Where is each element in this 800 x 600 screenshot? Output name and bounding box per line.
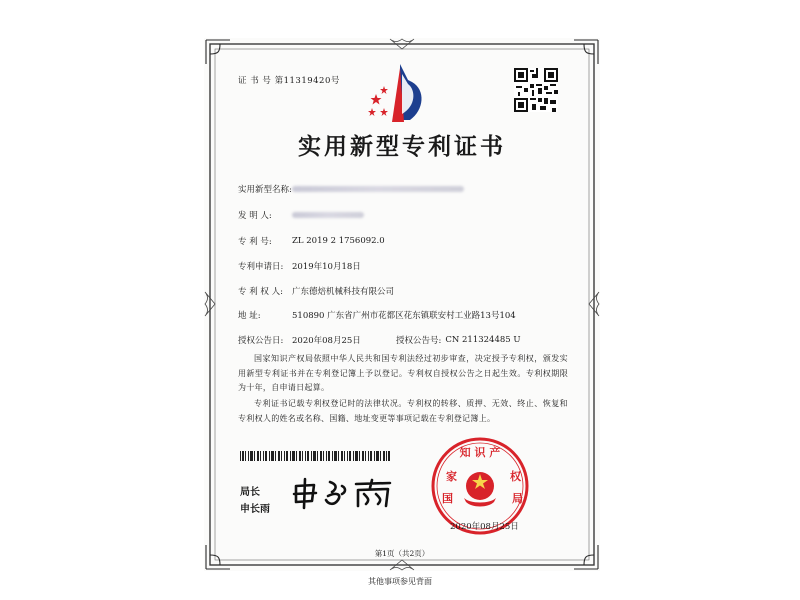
grant-no-value: CN 211324485 U bbox=[445, 335, 521, 345]
field-label: 专利申请日: bbox=[238, 262, 284, 272]
field-design-name bbox=[238, 183, 464, 195]
certificate-number: 证 书 号 第11319420号 bbox=[238, 76, 340, 86]
certificate-title: 实用新型专利证书 bbox=[298, 133, 506, 160]
grant-date-label: 授权公告日: bbox=[238, 336, 284, 346]
field-value: 2019年10月18日 bbox=[292, 262, 361, 272]
signatory-title: 局长 bbox=[240, 487, 260, 498]
page-indicator: 第1页（共2页） bbox=[374, 549, 430, 558]
grant-date-value: 2020年08月25日 bbox=[292, 336, 361, 346]
certificate bbox=[204, 38, 600, 571]
svg-text:局: 局 bbox=[512, 492, 523, 505]
cnipa-emblem-icon bbox=[364, 60, 434, 126]
field-value: 广东德焙机械科技有限公司 bbox=[292, 287, 395, 297]
field-value: ZL 2019 2 1756092.0 bbox=[292, 236, 385, 246]
field-patent-number bbox=[238, 235, 385, 247]
field-label: 实用新型名称: bbox=[238, 185, 292, 195]
qr-code-icon bbox=[514, 68, 558, 112]
field-label: 发 明 人: bbox=[238, 211, 272, 221]
redacted-value bbox=[292, 186, 464, 192]
grant-no-label: 授权公告号: bbox=[396, 336, 442, 346]
svg-text:知 识 产: 知 识 产 bbox=[459, 446, 501, 459]
footer-note: 其他事项参见背面 bbox=[368, 577, 432, 586]
svg-text:家: 家 bbox=[446, 470, 457, 483]
field-value: 510890 广东省广州市花都区花东镇联安村工业路13号104 bbox=[292, 311, 516, 321]
field-label: 专 利 号: bbox=[238, 237, 272, 247]
legal-status-paragraph: 专利证书记载专利权登记时的法律状况。专利权的转移、质押、无效、终止、恢复和专利权人的姓名或名称、国籍、地址变更等事项记载在专利登记簿上。 bbox=[238, 399, 568, 423]
field-address bbox=[238, 309, 516, 321]
field-grant bbox=[238, 334, 521, 346]
seal-date: 2020年08月25日 bbox=[450, 522, 519, 532]
field-application-date bbox=[238, 260, 361, 272]
handwritten-signature bbox=[290, 476, 400, 510]
field-inventor bbox=[238, 209, 364, 221]
field-label: 地 址: bbox=[238, 311, 261, 321]
redacted-value bbox=[292, 212, 364, 218]
svg-text:国: 国 bbox=[442, 492, 453, 505]
barcode-icon bbox=[240, 451, 390, 461]
field-label: 专 利 权 人: bbox=[238, 287, 283, 297]
field-patentee bbox=[238, 285, 394, 297]
signatory-name: 申长雨 bbox=[240, 504, 270, 515]
svg-text:权: 权 bbox=[510, 470, 521, 483]
grant-statement-paragraph: 国家知识产权局依照中华人民共和国专利法经过初步审查，决定授予专利权，颁发实用新型专利证书并在专利登记簿上予以登记。专利权自授权公告之日起生效。专利权期限为十年，自申请日起算。 bbox=[238, 354, 568, 392]
